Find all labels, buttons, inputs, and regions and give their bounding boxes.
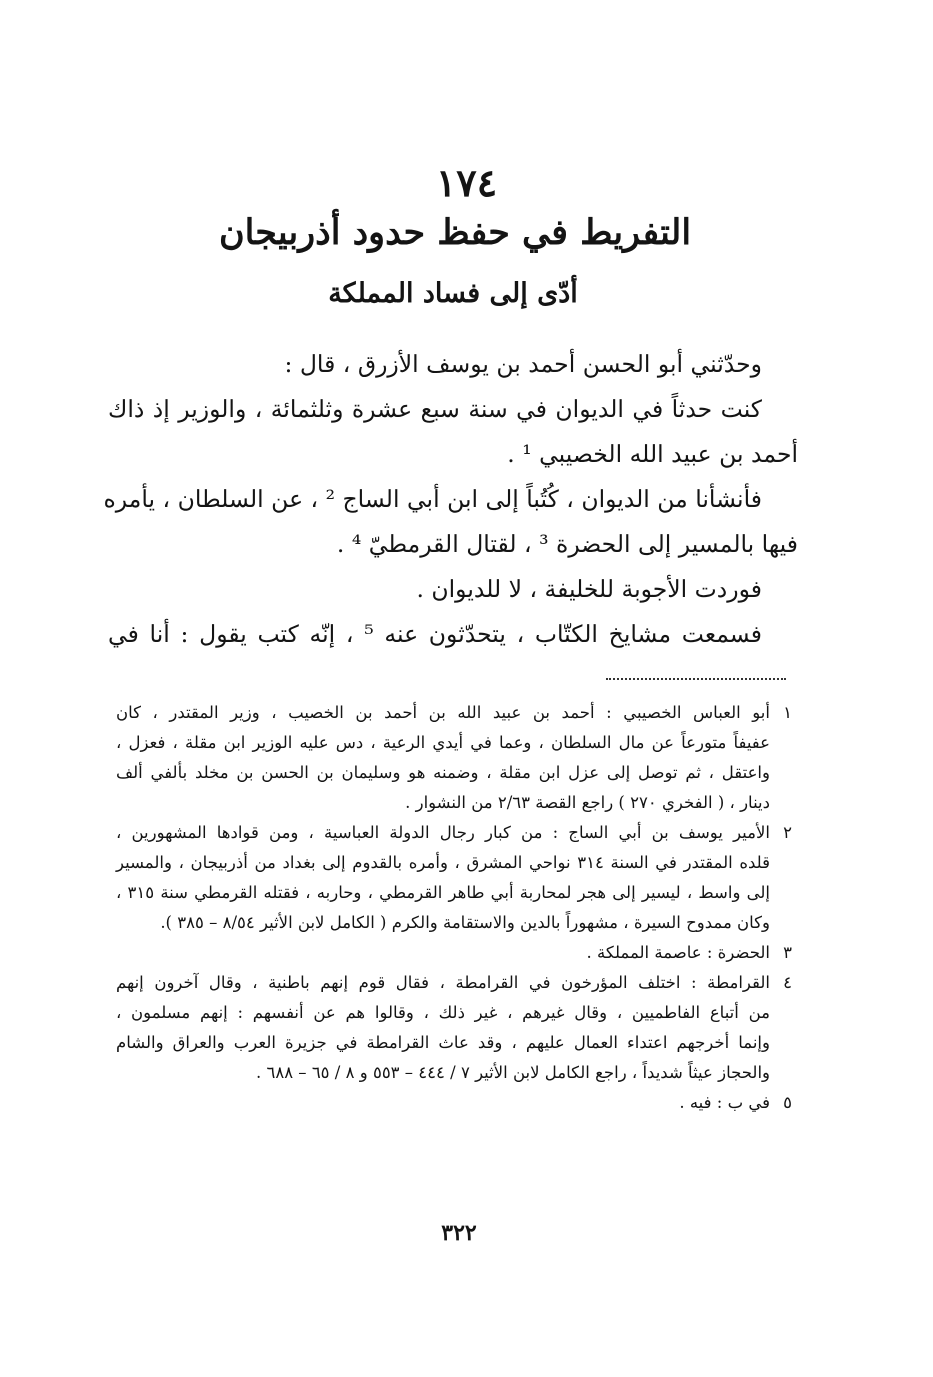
body-line: فيها بالمسير إلى الحضرة ³ ، لقتال القرمطيّ ⁴ .: [336, 530, 798, 558]
footnote-number: ٢: [783, 823, 792, 842]
footnote: [116, 698, 792, 818]
footnote-number: ٥: [783, 1093, 792, 1112]
body-line: وحدّثني أبو الحسن أحمد بن يوسف الأزرق ، قال :: [284, 350, 762, 378]
body-line: فسمعت مشايخ الكتّاب ، يتحدّثون عنه ⁵ ، إنّه كتب يقول : أنا في: [108, 620, 762, 648]
body-line: كنت حدثاً في الديوان في سنة سبع عشرة وثلثمائة ، والوزير إذ ذاك: [108, 395, 762, 423]
footnote-text: وإنما أخرجهم اعتداء العمال عليهم ، وقد عاث القرامطة في جزيرة العرب والعراق والشام: [116, 1033, 770, 1052]
footnote-text: دينار ، ( الفخري ٢٧٠ ) راجع القصة ٢/٦٣ من النشوار .: [405, 793, 770, 812]
footnote-text: عفيفاً متورعاً عن مال السلطان ، وعما في أيدي الرعية ، دس عليه الوزير ابن مقلة ، فعزل ،: [116, 733, 770, 752]
footnote-text: والحجاز عيثاً شديداً ، راجع الكامل لابن الأثير ٧ / ٤٤٤ – ٥٥٣ و ٨ / ٦٥ – ٦٨٨ .: [255, 1063, 770, 1082]
footnote-text: أبو العباس الخصيبي : أحمد بن عبيد الله بن أحمد بن الخصيب ، وزير المقتدر ، كان: [116, 703, 770, 722]
body-text: [103, 342, 798, 657]
footnote-text: في ب : فيه .: [679, 1093, 770, 1112]
body-line: أحمد بن عبيد الله الخصيبي ¹ .: [507, 440, 798, 468]
body-line: فوردت الأجوبة للخليفة ، لا للديوان .: [416, 575, 762, 603]
footnote: [116, 818, 792, 938]
footnote-number: ٣: [783, 943, 792, 962]
footnote-text: قلده المقتدر في السنة ٣١٤ نواحي المشرق ، وأمره بالقدوم إلى بغداد من أذربيجان ، والمسير: [116, 853, 770, 872]
footnote: [116, 968, 792, 1088]
body-line: فأنشأنا من الديوان ، كُتُباً إلى ابن أبي الساج ² ، عن السلطان ، يأمره: [103, 485, 762, 513]
footnote: [116, 938, 792, 968]
story-number: ١٧٤: [435, 160, 498, 205]
footnote-text: وكان ممدوح السيرة ، مشهوراً بالدين والاستقامة والكرم ( الكامل لابن الأثير ٨/٥٤ – ٣٨٥ ).: [160, 913, 770, 932]
footnote-divider: [606, 678, 786, 680]
footnote-number: ١: [783, 703, 792, 722]
footnote-number: ٤: [783, 973, 792, 992]
footnote-text: الأمير يوسف بن أبي الساج : من كبار رجال الدولة العباسية ، ومن قوادها المشهورين ،: [116, 823, 770, 842]
footnote-text: من أتباع الفاطميين ، وقال غيرهم ، غير ذلك ، وقالوا هم عن أنفسهم : إنهم مسلمون ،: [116, 1003, 770, 1022]
story-subtitle: أدّى إلى فساد المملكة: [328, 278, 578, 309]
footnotes: [116, 698, 792, 1118]
footnote-text: إلى واسط ، ليسير إلى هجر لمحاربة أبي طاهر القرمطي ، وحاربه ، فقتله القرمطي سنة ٣١٥ ،: [116, 883, 770, 902]
footnote-text: واعتقل ، ثم توصل إلى عزل ابن مقلة ، وضمنه هو وسليمان بن الحسن بن مخلد بألفي ألف: [116, 763, 770, 782]
page-number: ٣٢٢: [441, 1220, 477, 1246]
footnote-text: الحضرة : عاصمة المملكة .: [586, 943, 770, 962]
footnote-text: القرامطة : اختلف المؤرخون في القرامطة ، فقال قوم إنهم باطنية ، وقال آخرون إنهم: [116, 973, 770, 992]
story-title: التفريط في حفظ حدود أذربيجان: [218, 212, 692, 253]
footnote: [116, 1088, 792, 1118]
